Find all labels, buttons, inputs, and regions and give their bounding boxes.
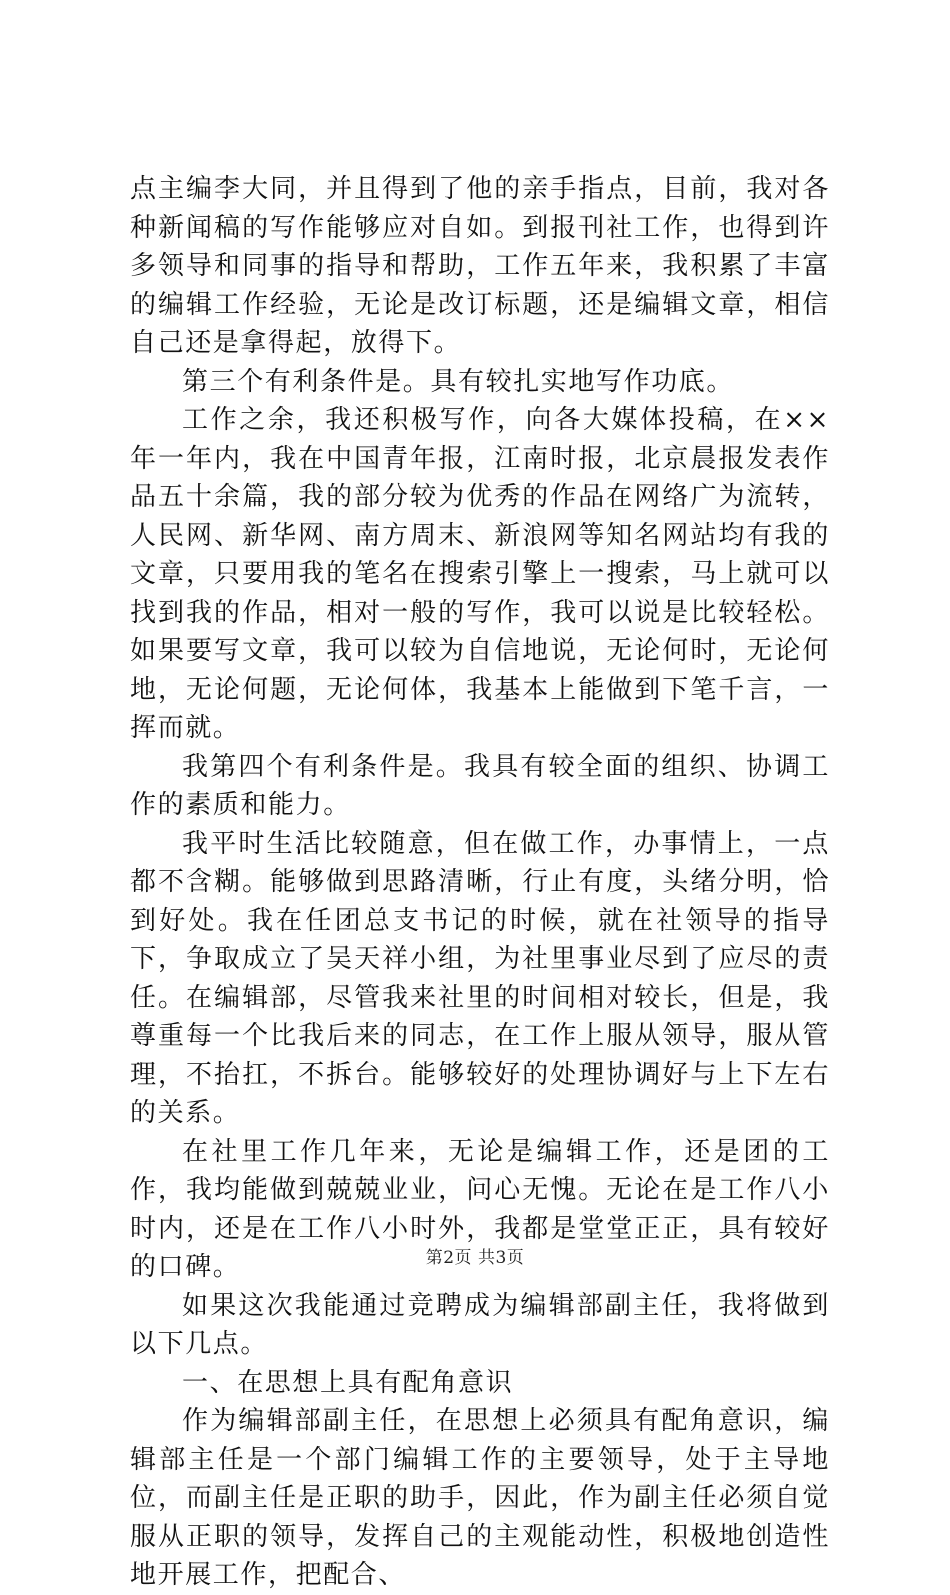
paragraph-third-advantage: 第三个有利条件是。具有较扎实地写作功底。 [182, 366, 735, 397]
paragraph-work-attitude: 我平时生活比较随意，但在做工作，办事情上，一点都不含糊。能够做到思路清晰，行止有度，头绪分明，恰到好处。我在任团总支书记的时候，就在社领导的指导下，争取成立了吴天祥小组，为社里事业尽到了应尽的责任。在编辑部，尽管我来社里的时间相对较长，但是，我尊重每一个比我后来的同志，在工作上服从领导，服从管理，不抬扛，不拆台。能够较好的处理协调好与上下左右的关系。 [130, 828, 830, 1128]
paragraph-fourth-advantage: 我第四个有利条件是。我具有较全面的组织、协调工作的素质和能力。 [130, 751, 830, 820]
section-heading-supporting-role: 一、在思想上具有配角意识 [182, 1367, 514, 1398]
paragraph-continuation: 点主编李大同，并且得到了他的亲手指点，目前，我对各种新闻稿的写作能够应对自如。到报刊社工作，也得到许多领导和同事的指导和帮助，工作五年来，我积累了丰富的编辑工作经验，无论是改订标题，还是编辑文章，相信自己还是拿得起，放得下。 [130, 174, 830, 358]
paragraph-supporting-role: 作为编辑部副主任，在思想上必须具有配角意识，编辑部主任是一个部门编辑工作的主要领导，处于主导地位，而副主任是正职的助手，因此，作为副主任必须自觉服从正职的领导，发挥自己的主观能动性，积极地创造性地开展工作，把配合、 [130, 1406, 830, 1590]
paragraph-plan-intro: 如果这次我能通过竞聘成为编辑部副主任，我将做到以下几点。 [130, 1290, 830, 1359]
page-number-footer: 第2页 共3页 [425, 1248, 525, 1268]
document-body [130, 170, 830, 1595]
paragraph-reputation: 在社里工作几年来，无论是编辑工作，还是团的工作，我均能做到兢兢业业，问心无愧。无论在是工作八小时内，还是在工作八小时外，我都是堂堂正正，具有较好的口碑。 [130, 1136, 830, 1282]
paragraph-writing-experience: 工作之余，我还积极写作，向各大媒体投稿，在××年一年内，我在中国青年报，江南时报，北京晨报发表作品五十余篇，我的部分较为优秀的作品在网络广为流转，人民网、新华网、南方周末、新浪网等知名网站均有我的文章，只要用我的笔名在搜索引擎上一搜索，马上就可以找到我的作品，相对一般的写作，我可以说是比较轻松。如果要写文章，我可以较为自信地说，无论何时，无论何地，无论何题，无论何体，我基本上能做到下笔千言，一挥而就。 [130, 405, 830, 743]
